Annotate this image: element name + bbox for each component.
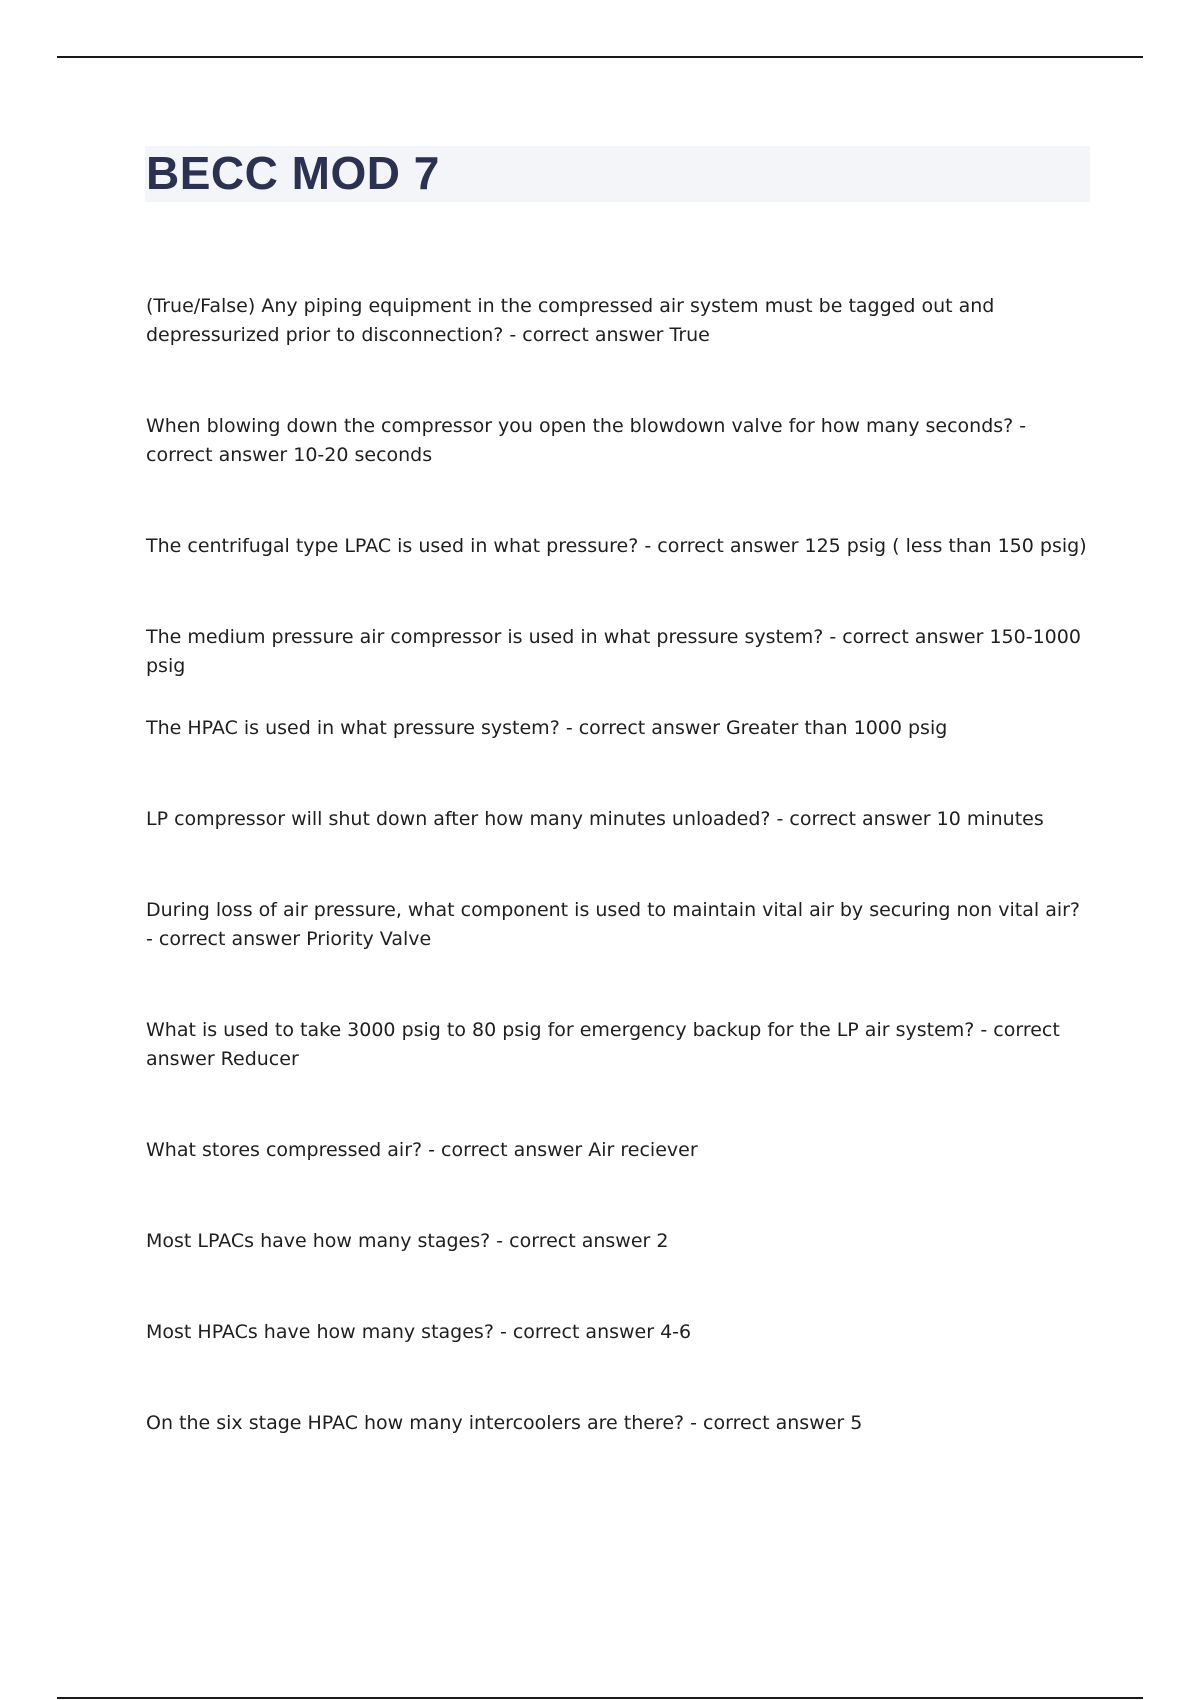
separator: -	[823, 626, 843, 648]
answer-text: correct answer 10-20 seconds	[146, 444, 433, 466]
answer-text: correct answer 5	[703, 1412, 863, 1434]
question-text: During loss of air pressure, what component is used to maintain vital air by securing non vital air?	[146, 899, 1081, 921]
separator: -	[559, 717, 579, 739]
question-text: The medium pressure air compressor is used in what pressure system?	[146, 626, 824, 648]
question-text: Most HPACs have how many stages?	[146, 1321, 494, 1343]
separator: -	[974, 1019, 994, 1041]
answer-text: correct answer 10 minutes	[789, 808, 1044, 830]
question-text: The HPAC is used in what pressure system?	[146, 717, 560, 739]
answer-text: correct answer 4-6	[512, 1321, 692, 1343]
question-text: LP compressor will shut down after how many minutes unloaded?	[146, 808, 771, 830]
qa-item-4	[146, 623, 1091, 714]
separator: -	[638, 535, 658, 557]
separator: -	[490, 1230, 510, 1252]
qa-item-1	[146, 292, 1091, 412]
separator: -	[770, 808, 790, 830]
qa-item-3	[146, 532, 1091, 623]
question-text: The centrifugal type LPAC is used in what pressure?	[146, 535, 639, 557]
document-title: BECC MOD 7	[146, 147, 440, 199]
qa-item-10	[146, 1227, 1091, 1318]
separator: -	[684, 1412, 704, 1434]
answer-text: correct answer 150-1000 psig	[146, 626, 1081, 677]
separator: -	[493, 1321, 513, 1343]
qa-item-7	[146, 896, 1091, 1016]
separator: -	[503, 324, 523, 346]
question-text: What stores compressed air?	[146, 1139, 423, 1161]
qa-item-2	[146, 412, 1091, 532]
separator: -	[422, 1139, 442, 1161]
answer-text: correct answer 125 psig ( less than 150 psig)	[657, 535, 1087, 557]
qa-item-9	[146, 1136, 1091, 1227]
bottom-rule	[57, 1697, 1143, 1699]
question-text: Most LPACs have how many stages?	[146, 1230, 491, 1252]
qa-item-8	[146, 1016, 1091, 1136]
top-rule	[57, 56, 1143, 58]
question-text: When blowing down the compressor you open the blowdown valve for how many seconds?	[146, 415, 1014, 437]
separator: -	[1013, 415, 1027, 437]
answer-text: correct answer True	[522, 324, 710, 346]
qa-item-5	[146, 714, 1091, 805]
qa-item-11	[146, 1318, 1091, 1409]
qa-item-6	[146, 805, 1091, 896]
answer-text: correct answer Greater than 1000 psig	[578, 717, 948, 739]
question-text: On the six stage HPAC how many intercoolers are there?	[146, 1412, 685, 1434]
answer-text: correct answer Priority Valve	[158, 928, 432, 950]
separator: -	[146, 928, 159, 950]
answer-text: correct answer 2	[509, 1230, 669, 1252]
qa-list	[146, 292, 1091, 1500]
question-text: (True/False) Any piping equipment in the compressed air system must be tagged out and depressurized prior to disconnection?	[146, 295, 995, 346]
question-text: What is used to take 3000 psig to 80 psig for emergency backup for the LP air system?	[146, 1019, 975, 1041]
answer-text: correct answer Reducer	[146, 1019, 1060, 1070]
answer-text: correct answer Air reciever	[441, 1139, 698, 1161]
qa-item-12	[146, 1409, 1091, 1500]
